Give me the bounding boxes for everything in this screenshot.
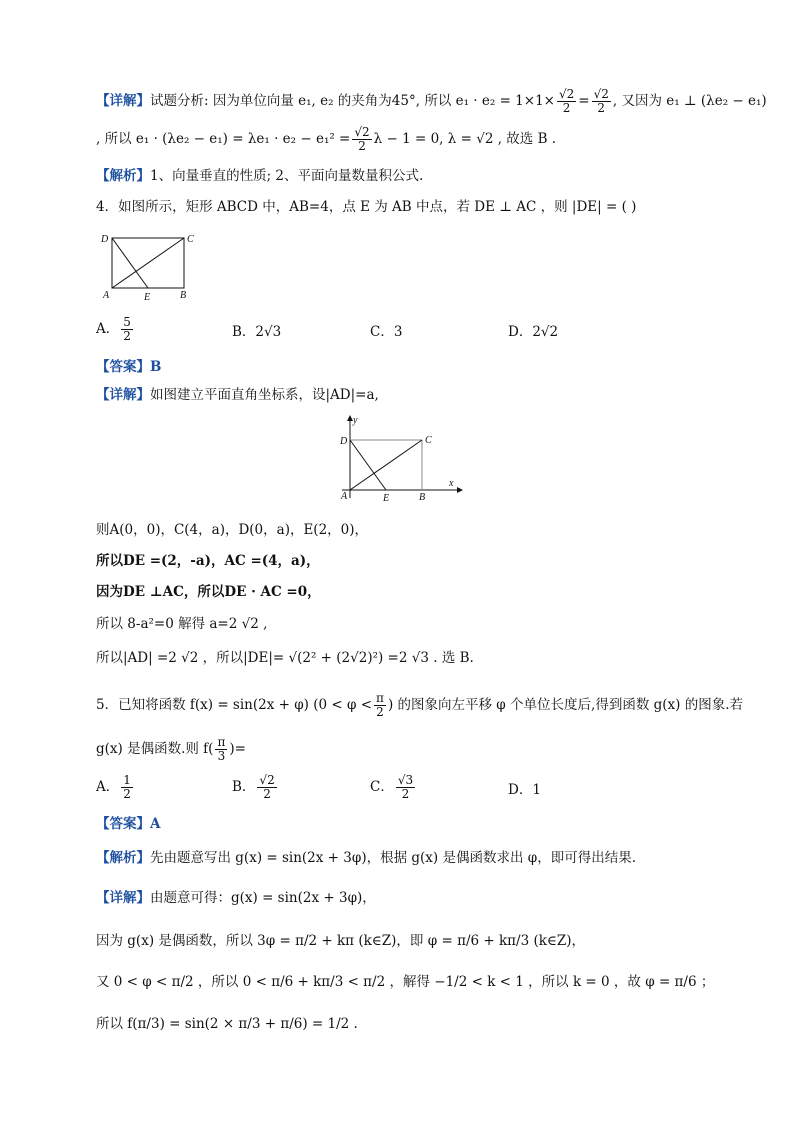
figure-coordinate	[336, 412, 466, 504]
q5-analysis: 【解析】先由题意写出 g(x) = sin(2x + 3φ)，根据 g(x) 是偶函数求出 φ，即可得出结果.	[96, 850, 636, 866]
question-5-line-1: 5．已知将函数 f(x) = sin(2x + φ) (0 < φ < $\frac{\pi}{2}$ ) 的图象向左平移 φ 个单位长度后,得到函数 g(x) 的图象.若	[96, 691, 743, 719]
label-y: y	[353, 415, 358, 426]
label-e2: E	[383, 493, 390, 504]
fraction: $\frac{√2}{2}$	[354, 125, 370, 153]
label-e: E	[144, 292, 151, 302]
q5-result: 所以 f(π/3) = sin(2 × π/3 + π/6) = 1/2 .	[96, 1016, 358, 1032]
label-b2: B	[419, 492, 426, 503]
q4-coords: 则A(0，0)，C(4，a)，D(0，a)，E(2，0)，	[96, 522, 369, 538]
label-c: C	[187, 234, 194, 245]
q4-final: 所以|AD| =2 √2 ，所以|DE|= √(2² + (2√2)²) =2 √3 . 选 B.	[96, 650, 474, 666]
label-x: x	[449, 478, 454, 489]
figure-rectangle	[98, 230, 198, 302]
q5-range: 又 0 < φ < π/2 ，所以 0 < π/6 + kπ/3 < π/2 ，解得 −1/2 < k < 1 ，所以 k = 0 ，故 φ = π/6 ；	[96, 974, 715, 990]
line-3: 【解析】1、向量垂直的性质; 2、平面向量数量积公式.	[96, 168, 424, 184]
q5-answer: 【答案】A	[96, 816, 161, 832]
q4-option-b: B．2√3	[232, 324, 282, 340]
q5-option-a: A． $\frac{1}{2}$	[96, 773, 131, 801]
q5-even: 因为 g(x) 是偶函数，所以 3φ = π/2 + kπ (k∈Z)，即 φ = π/6 + kπ/3 (k∈Z)，	[96, 933, 586, 949]
q4-option-a: A． $\frac{5}{2}$	[96, 315, 131, 343]
question-5-line-2: g(x) 是偶函数.则 f( $\frac{\pi}{3}$ )=	[96, 735, 246, 763]
label-d: D	[101, 234, 109, 245]
label-b: B	[180, 290, 187, 301]
label-d2: D	[340, 436, 348, 447]
detail-tag: 【详解】	[96, 93, 150, 109]
label-a2: A	[341, 491, 348, 502]
q4-solve: 所以 8-a²=0 解得 a=2 √2 ,	[96, 616, 268, 632]
q5-detail: 【详解】由题意可得：g(x) = sin(2x + 3φ)，	[96, 890, 376, 906]
q5-option-b: B． $\frac{√2}{2}$	[232, 773, 275, 801]
q5-option-c: C． $\frac{√3}{2}$	[370, 773, 414, 801]
q4-perp: 因为DE ⊥AC，所以DE · AC =0，	[96, 584, 321, 600]
q4-detail: 【详解】如图建立平面直角坐标系，设|AD|=a,	[96, 387, 379, 403]
line-1: 【详解】试题分析: 因为单位向量 e₁, e₂ 的夹角为45°, 所以 e₁ · e₂ = 1×1× $\frac{√2}{2}$ = $\frac{√2}{2}$ , 又因为 e₁ ⊥ (λe₂ − e₁)	[96, 87, 767, 115]
line-1-text: 试题分析: 因为单位向量 e₁, e₂ 的夹角为45°, 所以 e₁ · e₂ = 1×1×	[150, 93, 555, 109]
question-4: 4．如图所示，矩形 ABCD 中，AB=4，点 E 为 AB 中点，若 DE ⊥ AC ，则 |DE| = ( )	[96, 199, 637, 215]
label-c2: C	[425, 435, 432, 446]
q4-vectors: 所以DE =(2，-a)，AC =(4，a)，	[96, 553, 320, 569]
analysis-tag: 【解析】	[96, 168, 150, 184]
q5-option-d: D．1	[508, 782, 541, 798]
q4-answer: 【答案】B	[96, 359, 162, 375]
label-a: A	[103, 290, 110, 301]
line-2: , 所以 e₁ · (λe₂ − e₁) = λe₁ · e₂ − e₁² = $\frac{√2}{2}$ λ − 1 = 0, λ = √2 , 故选 B .	[96, 125, 557, 153]
fraction: $\frac{√2}{2}$	[593, 87, 609, 115]
q4-option-d: D．2√2	[508, 324, 559, 340]
fraction: $\frac{√2}{2}$	[558, 87, 575, 115]
q4-option-c: C．3	[370, 324, 403, 340]
